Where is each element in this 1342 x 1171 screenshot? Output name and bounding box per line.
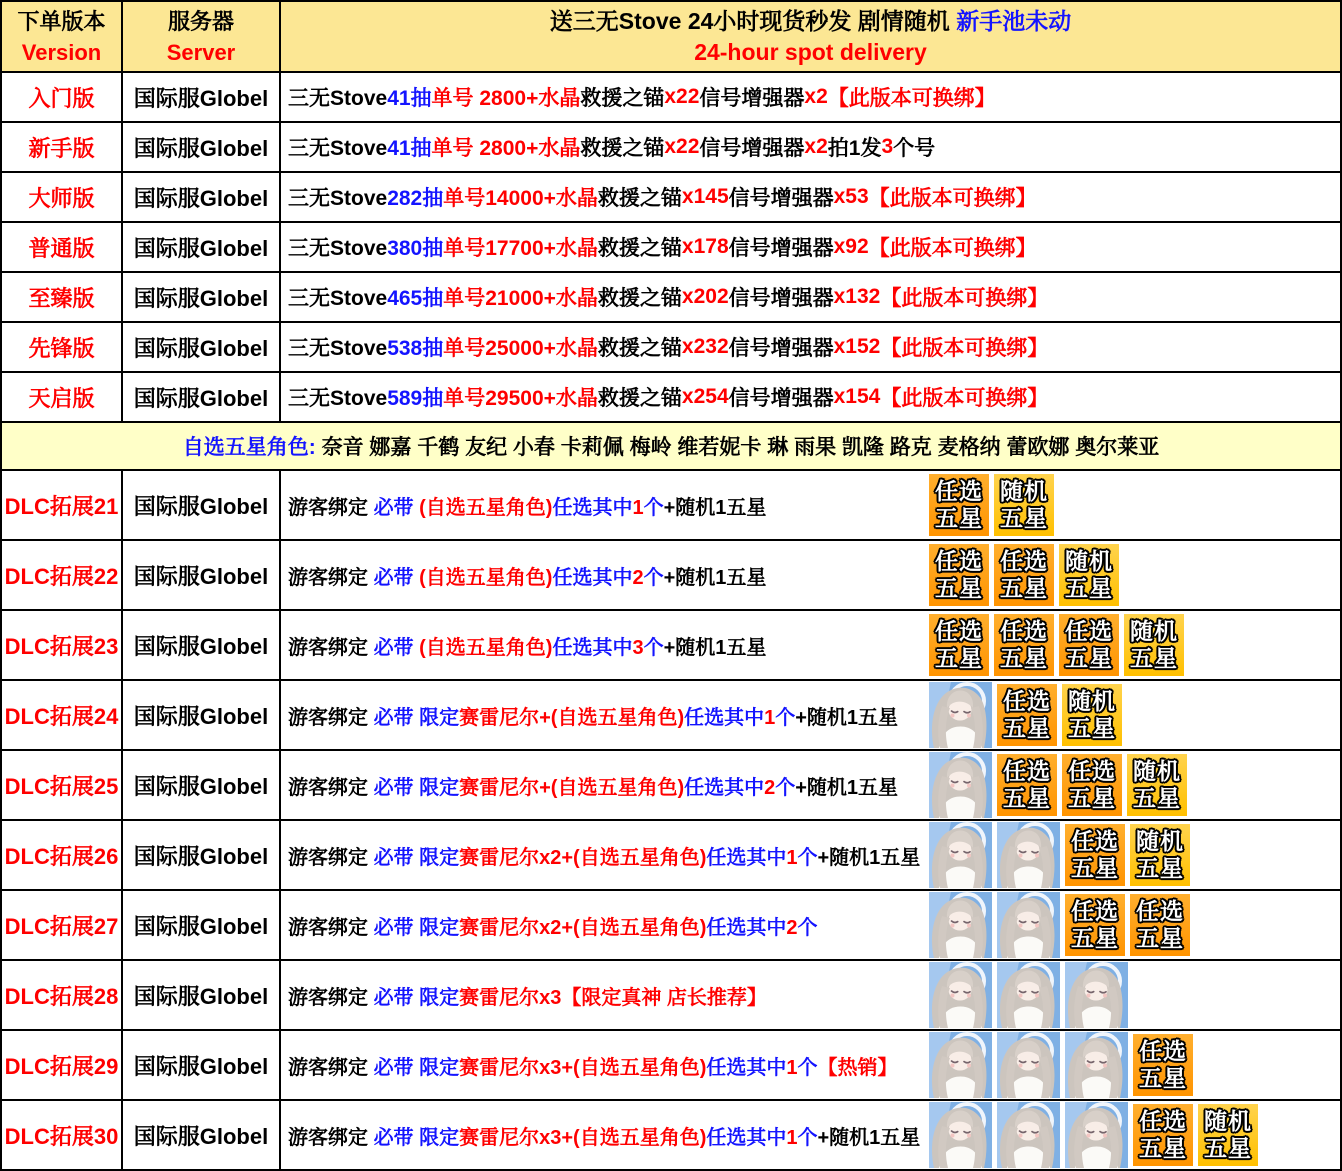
server-cell: 国际服Globel: [123, 273, 281, 321]
dlc-desc: 游客绑定 必带 限定赛雷尼尔x2+(自选五星角色)任选其中2个: [288, 916, 818, 939]
dlc-row: [2, 469, 1340, 539]
icon-strip: [929, 892, 1190, 958]
desc-cell: 三无Stove 380抽 单号17700+水晶 救援之锚 x178 信号增强器 x92 【此版本可换绑】: [288, 235, 1037, 260]
any-five-star-badge: 任选 五星: [997, 684, 1057, 746]
character-avatar: [997, 892, 1060, 958]
dlc-row: [2, 749, 1340, 819]
dlc-label-cell: DLC拓展27: [2, 891, 123, 959]
desc-cell: [281, 961, 1340, 1029]
dlc-desc: 游客绑定 必带 限定赛雷尼尔+(自选五星角色)任选其中2个+随机1五星: [288, 776, 899, 799]
icon-strip: [929, 474, 1054, 536]
character-avatar: [929, 962, 992, 1028]
character-avatar: [1065, 962, 1128, 1028]
version-cell: 先锋版: [2, 323, 123, 371]
server-header-cell: [123, 2, 281, 71]
dlc-desc: 游客绑定 必带 限定赛雷尼尔x3+(自选五星角色)任选其中1个【热销】: [288, 1056, 898, 1079]
character-avatar: [1065, 1032, 1128, 1098]
desc-cell: [281, 1031, 1340, 1099]
any-five-star-badge: 任选 五星: [1130, 894, 1190, 956]
server-header-en: Server: [166, 39, 236, 65]
server-cell: 国际服Globel: [123, 1101, 281, 1169]
dlc-row: [2, 959, 1340, 1029]
random-five-star-badge: 随机 五星: [1124, 614, 1184, 676]
desc-cell: 三无Stove 538抽 单号25000+水晶 救援之锚 x232 信号增强器 x152 【此版本可换绑】: [288, 335, 1049, 360]
dlc-row: [2, 1029, 1340, 1099]
dlc-label-cell: DLC拓展29: [2, 1031, 123, 1099]
dlc-label-cell: DLC拓展22: [2, 541, 123, 609]
version-header-en: Version: [21, 39, 102, 65]
server-cell: 国际服Globel: [123, 173, 281, 221]
dlc-desc: 游客绑定 必带 限定赛雷尼尔x2+(自选五星角色)任选其中1个+随机1五星: [288, 846, 921, 869]
promo-line2: 24-hour spot delivery: [694, 38, 927, 65]
any-five-star-badge: 任选 五星: [1065, 894, 1125, 956]
dlc-desc: 游客绑定 必带 限定赛雷尼尔x3+(自选五星角色)任选其中1个+随机1五星: [288, 1126, 921, 1149]
dlc-label-cell: DLC拓展24: [2, 681, 123, 749]
desc-cell: 三无Stove 589抽 单号29500+水晶 救援之锚 x254 信号增强器 x154 【此版本可换绑】: [288, 385, 1049, 410]
dlc-label-cell: DLC拓展25: [2, 751, 123, 819]
desc-cell: [281, 821, 1340, 889]
desc-cell: [281, 611, 1340, 679]
desc-cell: 三无Stove 41抽 单号 2800+水晶 救援之锚 x22 信号增强器 x2 拍1发 3 个号: [288, 135, 936, 160]
dlc-desc: 游客绑定 必带 (自选五星角色)任选其中1个+随机1五星: [288, 496, 767, 519]
any-five-star-badge: 任选 五星: [1065, 824, 1125, 886]
desc-cell: [281, 471, 1340, 539]
icon-strip: [929, 822, 1190, 888]
character-avatar: [929, 1102, 992, 1168]
any-five-star-badge: 任选 五星: [929, 544, 989, 606]
character-avatar: [1065, 1102, 1128, 1168]
server-cell: 国际服Globel: [123, 373, 281, 421]
dlc-row: [2, 1099, 1340, 1169]
version-cell: 新手版: [2, 123, 123, 171]
dlc-desc: 游客绑定 必带 限定赛雷尼尔x3【限定真神 店长推荐】: [288, 986, 767, 1009]
version-cell: 普通版: [2, 223, 123, 271]
version-cell: 天启版: [2, 373, 123, 421]
any-five-star-badge: 任选 五星: [994, 544, 1054, 606]
server-cell: 国际服Globel: [123, 73, 281, 121]
version-row: [2, 221, 1340, 271]
version-row: [2, 271, 1340, 321]
banner-text: 自选五星角色: 奈音 娜嘉 千鹤 友纪 小春 卡莉佩 梅岭 维若妮卡 琳 雨果 凯隆 路克 麦格纳 蕾欧娜 奥尔莱亚: [182, 436, 1160, 459]
any-five-star-badge: 任选 五星: [1059, 614, 1119, 676]
desc-cell: 三无Stove 465抽 单号21000+水晶 救援之锚 x202 信号增强器 x132 【此版本可换绑】: [288, 285, 1049, 310]
version-cell: 大师版: [2, 173, 123, 221]
character-avatar: [929, 892, 992, 958]
server-cell: 国际服Globel: [123, 751, 281, 819]
any-five-star-badge: 任选 五星: [929, 614, 989, 676]
server-cell: 国际服Globel: [123, 223, 281, 271]
dlc-label-cell: DLC拓展23: [2, 611, 123, 679]
character-avatar: [929, 752, 992, 818]
version-header-zh: 下单版本: [17, 8, 106, 34]
random-five-star-badge: 随机 五星: [1127, 754, 1187, 816]
version-cell: 至臻版: [2, 273, 123, 321]
server-cell: 国际服Globel: [123, 1031, 281, 1099]
desc-cell: [281, 891, 1340, 959]
dlc-label-cell: DLC拓展26: [2, 821, 123, 889]
random-five-star-badge: 随机 五星: [994, 474, 1054, 536]
server-cell: 国际服Globel: [123, 891, 281, 959]
icon-strip: [929, 962, 1128, 1028]
character-avatar: [929, 1032, 992, 1098]
character-avatar: [997, 822, 1060, 888]
dlc-row: [2, 539, 1340, 609]
dlc-label-cell: DLC拓展21: [2, 471, 123, 539]
dlc-desc: 游客绑定 必带 (自选五星角色)任选其中2个+随机1五星: [288, 566, 767, 589]
character-avatar: [997, 962, 1060, 1028]
server-cell: 国际服Globel: [123, 681, 281, 749]
icon-strip: [929, 1032, 1193, 1098]
dlc-label-cell: DLC拓展28: [2, 961, 123, 1029]
version-row: [2, 371, 1340, 421]
desc-cell: [281, 751, 1340, 819]
server-cell: 国际服Globel: [123, 961, 281, 1029]
character-avatar: [997, 1102, 1060, 1168]
server-cell: 国际服Globel: [123, 323, 281, 371]
header-row: [2, 2, 1340, 71]
dlc-desc: 游客绑定 必带 (自选五星角色)任选其中3个+随机1五星: [288, 636, 767, 659]
server-cell: 国际服Globel: [123, 611, 281, 679]
server-cell: 国际服Globel: [123, 471, 281, 539]
character-avatar: [997, 1032, 1060, 1098]
dlc-row: [2, 889, 1340, 959]
any-five-star-badge: 任选 五星: [994, 614, 1054, 676]
version-cell: 入门版: [2, 73, 123, 121]
server-header-zh: 服务器: [167, 8, 234, 34]
version-row: [2, 71, 1340, 121]
icon-strip: [929, 682, 1122, 748]
dlc-desc: 游客绑定 必带 限定赛雷尼尔+(自选五星角色)任选其中1个+随机1五星: [288, 706, 899, 729]
version-row: [2, 121, 1340, 171]
version-row: [2, 321, 1340, 371]
random-five-star-badge: 随机 五星: [1059, 544, 1119, 606]
any-five-star-badge: 任选 五星: [1062, 754, 1122, 816]
dlc-row: [2, 679, 1340, 749]
desc-cell: [281, 541, 1340, 609]
any-five-star-badge: 任选 五星: [997, 754, 1057, 816]
server-cell: 国际服Globel: [123, 821, 281, 889]
promo-line1: 送三无Stove 24小时现货秒发 剧情随机 新手池未动: [549, 7, 1072, 34]
version-row: [2, 171, 1340, 221]
random-five-star-badge: 随机 五星: [1062, 684, 1122, 746]
icon-strip: [929, 544, 1119, 606]
five-star-banner: [2, 421, 1340, 469]
random-five-star-badge: 随机 五星: [1130, 824, 1190, 886]
any-five-star-badge: 任选 五星: [1133, 1104, 1193, 1166]
character-avatar: [929, 682, 992, 748]
desc-cell: 三无Stove 282抽 单号14000+水晶 救援之锚 x145 信号增强器 x53 【此版本可换绑】: [288, 185, 1037, 210]
random-five-star-badge: 随机 五星: [1198, 1104, 1258, 1166]
desc-cell: [281, 1101, 1340, 1169]
dlc-label-cell: DLC拓展30: [2, 1101, 123, 1169]
promo-header-cell: [281, 2, 1340, 71]
character-avatar: [929, 822, 992, 888]
server-cell: 国际服Globel: [123, 541, 281, 609]
dlc-row: [2, 819, 1340, 889]
any-five-star-badge: 任选 五星: [929, 474, 989, 536]
any-five-star-badge: 任选 五星: [1133, 1034, 1193, 1096]
dlc-row: [2, 609, 1340, 679]
version-header-cell: [2, 2, 123, 71]
icon-strip: [929, 1102, 1258, 1168]
icon-strip: [929, 752, 1187, 818]
icon-strip: [929, 614, 1184, 676]
desc-cell: 三无Stove 41抽 单号 2800+水晶 救援之锚 x22 信号增强器 x2 【此版本可换绑】: [288, 85, 996, 110]
desc-cell: [281, 681, 1340, 749]
server-cell: 国际服Globel: [123, 123, 281, 171]
